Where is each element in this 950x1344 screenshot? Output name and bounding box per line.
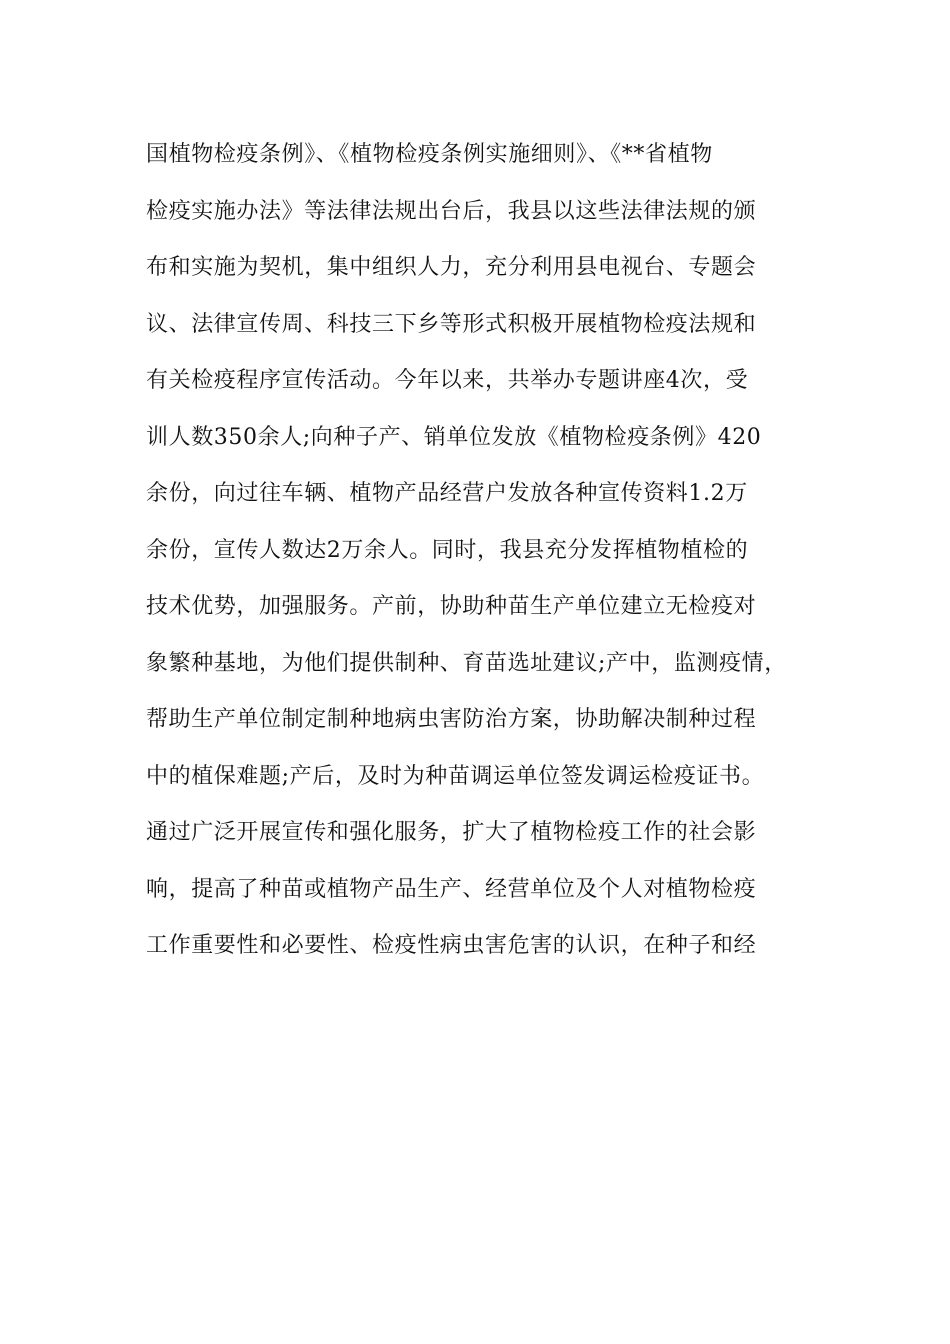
text-line-8: 余份，宣传人数达2万余人。同时，我县充分发挥植物植检的 xyxy=(146,537,749,563)
text-line-12: 中的植保难题;产后，及时为种苗调运单位签发调运检疫证书。 xyxy=(146,763,765,789)
body-text xyxy=(146,127,811,975)
text-line-9: 技术优势，加强服务。产前，协助种苗生产单位建立无检疫对 xyxy=(146,594,757,619)
text-line-4: 议、法律宣传周、科技三下乡等形式积极开展植物检疫法规和 xyxy=(146,311,757,337)
text-line-7: 余份，向过往车辆、植物产品经营户发放各种宣传资料1.2万 xyxy=(146,481,748,506)
text-line-2: 检疫实施办法》等法律法规出台后，我县以这些法律法规的颁 xyxy=(146,198,757,224)
text-line-6: 训人数350余人;向种子产、销单位发放《植物检疫条例》420 xyxy=(146,424,762,450)
text-line-5: 有关检疫程序宣传活动。今年以来，共举办专题讲座4次，受 xyxy=(146,368,749,393)
text-line-10: 象繁种基地，为他们提供制种、育苗选址建议;产中，监测疫情， xyxy=(146,650,787,676)
text-line-3: 布和实施为契机，集中组织人力，充分利用县电视台、专题会 xyxy=(146,255,757,280)
text-line-14: 响，提高了种苗或植物产品生产、经营单位及个人对植物检疫 xyxy=(146,876,757,902)
text-line-11: 帮助生产单位制定制种地病虫害防治方案，协助解决制种过程 xyxy=(146,707,757,732)
text-line-1: 国植物检疫条例》、《植物检疫条例实施细则》、《**省植物 xyxy=(146,142,713,167)
text-line-13: 通过广泛开展宣传和强化服务，扩大了植物检疫工作的社会影 xyxy=(146,820,757,845)
text-line-15: 工作重要性和必要性、检疫性病虫害危害的认识，在种子和经 xyxy=(146,933,757,958)
